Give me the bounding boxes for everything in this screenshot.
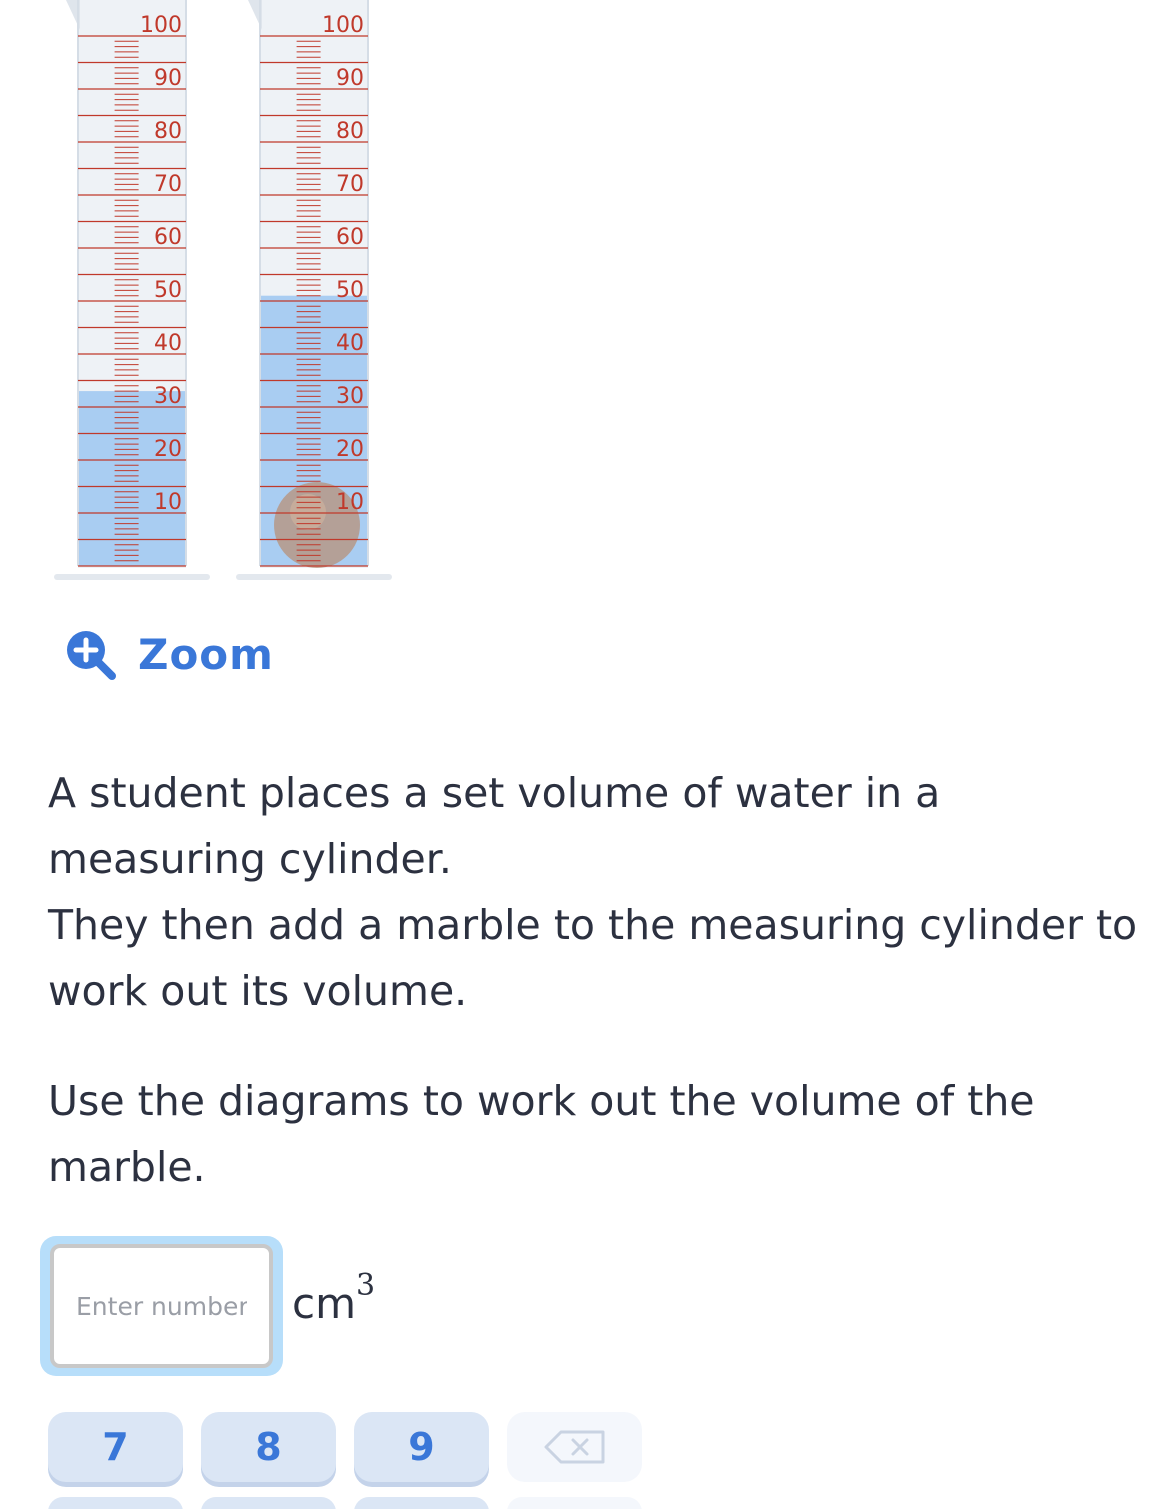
zoom-button[interactable] bbox=[64, 628, 274, 680]
unit-text: cm bbox=[292, 1279, 357, 1328]
scale-label-90: 90 bbox=[154, 66, 182, 91]
scale-label-40: 40 bbox=[336, 331, 364, 356]
scale-label-30: 30 bbox=[154, 384, 182, 409]
question-line-3: Use the diagrams to work out the volume of the marble. bbox=[48, 1077, 1035, 1191]
key-row-2-3[interactable] bbox=[354, 1497, 489, 1509]
cylinder-before-base bbox=[54, 574, 210, 580]
scale-label-80: 80 bbox=[336, 119, 364, 144]
key-7[interactable]: 7 bbox=[48, 1412, 183, 1482]
key-9[interactable]: 9 bbox=[354, 1412, 489, 1482]
key-row-2-2[interactable] bbox=[201, 1497, 336, 1509]
backspace-button[interactable] bbox=[507, 1412, 642, 1482]
key-row-2-4[interactable] bbox=[507, 1497, 642, 1509]
answer-input[interactable] bbox=[50, 1244, 273, 1368]
cylinders-diagram bbox=[0, 0, 420, 600]
zoom-label: Zoom bbox=[138, 629, 274, 679]
scale-label-80: 80 bbox=[154, 119, 182, 144]
scale-label-70: 70 bbox=[154, 172, 182, 197]
question-line-2: They then add a marble to the measuring cylinder to work out its volume. bbox=[48, 901, 1138, 1015]
scale-label-100: 100 bbox=[140, 13, 182, 38]
scale-label-60: 60 bbox=[154, 225, 182, 250]
scale-label-100: 100 bbox=[322, 13, 364, 38]
backspace-icon bbox=[543, 1429, 607, 1465]
key-8[interactable]: 8 bbox=[201, 1412, 336, 1482]
question-line-1: A student places a set volume of water in a measuring cylinder. bbox=[48, 769, 941, 883]
scale-label-50: 50 bbox=[154, 278, 182, 303]
scale-label-10: 10 bbox=[336, 490, 364, 515]
question-text bbox=[48, 760, 1148, 1200]
scale-label-60: 60 bbox=[336, 225, 364, 250]
scale-label-10: 10 bbox=[154, 490, 182, 515]
cylinder-after-base bbox=[236, 574, 392, 580]
scale-label-20: 20 bbox=[336, 437, 364, 462]
scale-label-40: 40 bbox=[154, 331, 182, 356]
answer-input-focus-ring bbox=[40, 1236, 283, 1376]
scale-label-30: 30 bbox=[336, 384, 364, 409]
scale-label-70: 70 bbox=[336, 172, 364, 197]
cylinders-svg bbox=[0, 0, 420, 600]
scale-label-20: 20 bbox=[154, 437, 182, 462]
scale-label-90: 90 bbox=[336, 66, 364, 91]
scale-label-50: 50 bbox=[336, 278, 364, 303]
unit-exponent: 3 bbox=[356, 1268, 376, 1303]
unit-label bbox=[292, 1268, 376, 1328]
zoom-in-icon bbox=[64, 628, 116, 680]
marble-highlight bbox=[290, 494, 326, 530]
key-row-2-1[interactable] bbox=[48, 1497, 183, 1509]
